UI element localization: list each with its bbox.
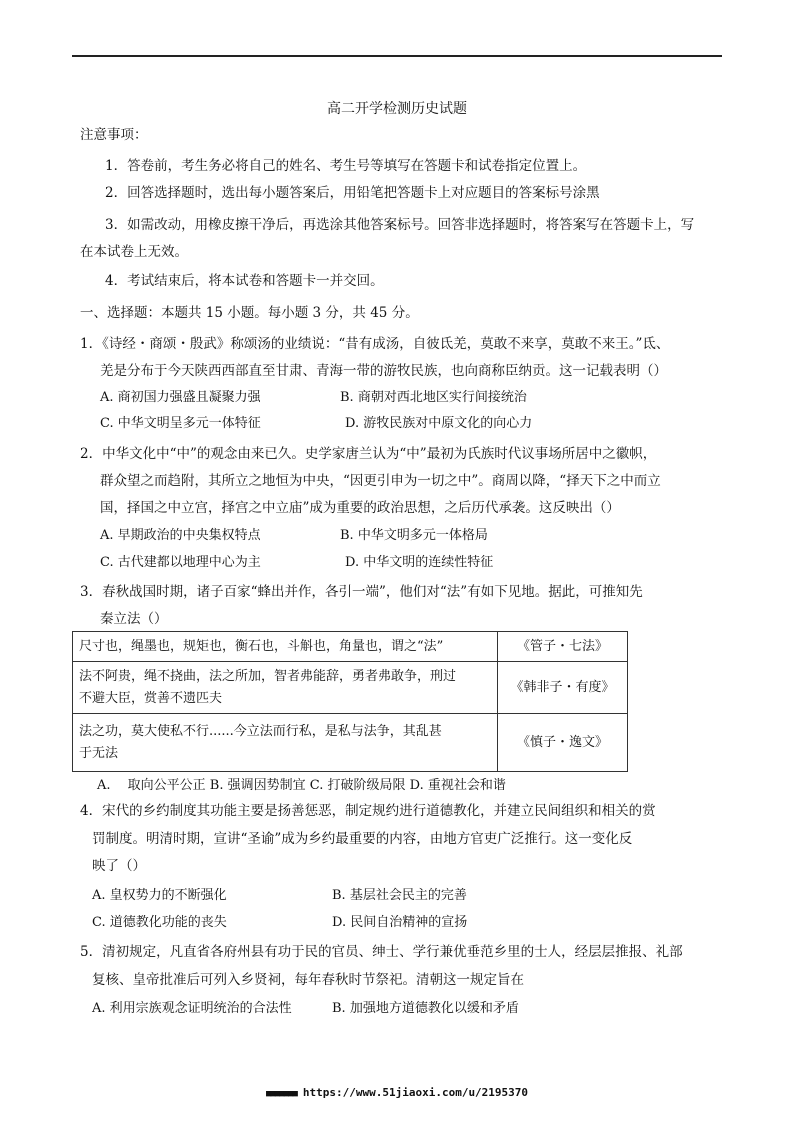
question-3-line-2: 秦立法（） — [100, 611, 168, 627]
page-title: 高二开学检测历史试题 — [327, 101, 467, 117]
question-2-option-b: B. 中华文明多元一体格局 — [340, 528, 488, 543]
question-2-line-1: 2．中华文化中“中”的观念由来已久。史学家唐兰认为“中”最初为氏族时代议事场所居中之徽帜， — [80, 446, 657, 462]
question-2-line-2: 群众望之而趋附，其所立之地恒为中央，“因更引申为一切之中”。商周以降，“择天下之中而立 — [100, 473, 661, 489]
footer-url-link[interactable]: https://www.51jiaoxi.com/u/2195370 — [302, 1086, 529, 1099]
question-1-option-c: C. 中华文明呈多元一体特征 — [100, 416, 261, 431]
question-2-option-a: A. 早期政治的中央集权特点 — [100, 528, 261, 543]
footer-logo-mark: ■■■■■■■ — [265, 1089, 297, 1099]
question-2-option-c: C. 古代建都以地理中心为主 — [100, 555, 261, 570]
notice-item-3: 3．如需改动，用橡皮擦干净后，再选涂其他答案标号。回答非选择题时，将答案写在答题卡上，写 — [105, 217, 695, 233]
law-quotes-table — [72, 631, 628, 772]
table-row — [73, 632, 628, 662]
question-4-option-c: C. 道德教化功能的丧失 — [92, 915, 227, 930]
question-5-option-a: A. 利用宗族观念证明统治的合法性 — [92, 1001, 292, 1016]
question-4-option-a: A. 皇权势力的不断强化 — [92, 888, 227, 903]
notice-item-3-cont: 在本试卷上无效。 — [80, 244, 188, 260]
question-4-option-b: B. 基层社会民主的完善 — [332, 888, 467, 903]
question-1-option-a: A. 商初国力强盛且凝聚力强 — [100, 390, 261, 405]
section-heading: 一、选择题：本题共 15 小题。每小题 3 分，共 45 分。 — [80, 305, 419, 321]
question-4-line-1: 4．宋代的乡约制度其功能主要是扬善惩恶，制定规约进行道德教化，并建立民间组织和相关的赏 — [80, 803, 656, 819]
source-cell: 《韩非子・有度》 — [498, 662, 628, 714]
table-row — [73, 714, 628, 772]
question-5-option-b: B. 加强地方道德教化以缓和矛盾 — [332, 1001, 519, 1016]
question-1-option-b: B. 商朝对西北地区实行间接统治 — [340, 390, 527, 405]
notice-item-4: 4．考试结束后，将本试卷和答题卡一并交回。 — [105, 273, 384, 289]
quote-cell: 尺寸也，绳墨也，规矩也，衡石也，斗斛也，角量也，谓之“法” — [73, 632, 498, 662]
question-1-line-2: 羌是分布于今天陕西西部直至甘肃、青海一带的游牧民族，也向商称臣纳贡。这一记载表明（） — [100, 363, 667, 379]
source-cell: 《慎子・逸文》 — [498, 714, 628, 772]
question-3-options: A. 取向公平公正 B. 强调因势制宜 C. 打破阶级局限 D. 重视社会和谐 — [97, 778, 506, 793]
question-4-line-3: 映了（） — [92, 858, 146, 874]
notice-item-2: 2．回答选择题时，选出每小题答案后，用铅笔把答题卡上对应题目的答案标号涂黑 — [105, 185, 600, 201]
notice-heading: 注意事项： — [80, 127, 148, 143]
quote-cell: 法之功，莫大使私不行......今立法而行私，是私与法争，其乱甚 于无法 — [73, 714, 498, 772]
question-4-line-2: 罚制度。明清时期，宣讲“圣谕”成为乡约最重要的内容，由地方官吏广泛推行。这一变化反 — [92, 831, 633, 847]
question-2-line-3: 国，择国之中立宫，择宫之中立庙”成为重要的政治思想，之后历代承袭。这反映出（） — [100, 500, 620, 516]
question-3-line-1: 3．春秋战国时期，诸子百家“蜂出并作，各引一端”，他们对“法”有如下见地。据此，可推知先 — [80, 584, 643, 600]
notice-item-1: 1．答卷前，考生务必将自己的姓名、考生号等填写在答题卡和试卷指定位置上。 — [105, 158, 587, 174]
question-1-line-1: 1．《诗经・商颂・殷武》称颂汤的业绩说：“昔有成汤，自彼氐羌，莫敢不来享，莫敢不来王。”氐、 — [80, 336, 670, 352]
quote-cell: 法不阿贵，绳不挠曲，法之所加，智者弗能辞，勇者弗敢争，刑过 不避大臣，赏善不遗匹夫 — [73, 662, 498, 714]
header-rule — [72, 55, 722, 57]
source-cell: 《管子・七法》 — [498, 632, 628, 662]
question-4-option-d: D. 民间自治精神的宣扬 — [332, 915, 468, 930]
question-1-option-d: D. 游牧民族对中原文化的向心力 — [345, 416, 533, 431]
table-row — [73, 662, 628, 714]
question-5-line-1: 5．清初规定，凡直省各府州县有功于民的官员、绅士、学行兼优垂范乡里的士人，经层层推报、礼部 — [80, 944, 683, 960]
footer — [0, 1086, 794, 1099]
question-2-option-d: D. 中华文明的连续性特征 — [345, 555, 494, 570]
question-5-line-2: 复核、皇帝批准后可列入乡贤祠，每年春秋时节祭祀。清朝这一规定旨在 — [92, 972, 524, 988]
